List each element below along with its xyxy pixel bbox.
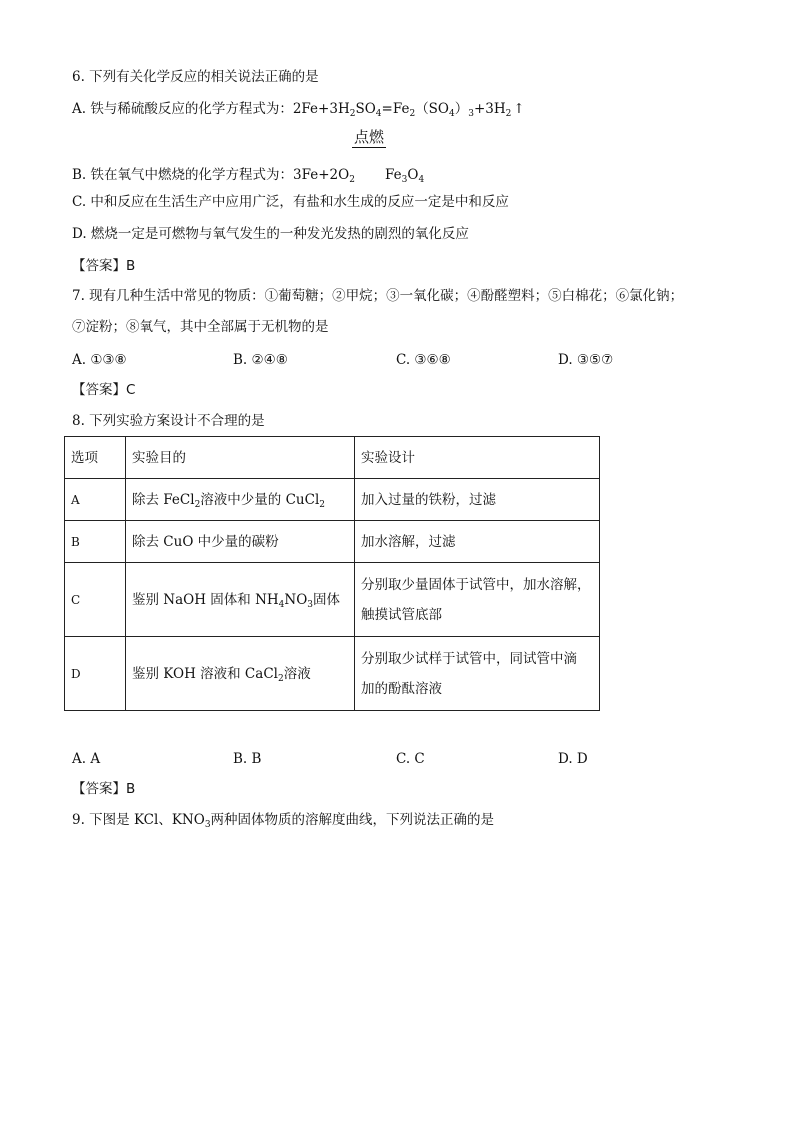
subscript: 2 [505,109,512,119]
q7-option-a: A. ①③⑧ [72,352,127,368]
row-design [355,637,600,711]
table-header-row [65,437,600,479]
q9-text: 9. 下图是 KCl、KNO [72,812,205,828]
q6-a-text: =Fe [381,101,410,117]
q7-stem-line1: 7. 现有几种生活中常见的物质：①葡萄糖；②甲烷；③一氧化碳；④酚醛塑料；⑤白棉花；⑥氯化钠； [72,288,684,304]
subscript: 3 [468,109,474,119]
q9-text: 两种固体物质的溶解度曲线，下列说法正确的是 [210,812,495,828]
subscript: 2 [349,109,356,119]
q7-option-c: C. ③⑥⑧ [396,352,451,368]
q6-b-text: Fe [385,167,402,183]
q6-b-text: B. 铁在氧气中燃烧的化学方程式为：3Fe+2O [72,167,350,183]
row-option: A [65,479,126,521]
header-goal: 实验目的 [126,437,355,479]
q6-stem: 6. 下列有关化学反应的相关说法正确的是 [72,69,319,85]
row-goal [126,563,355,637]
experiment-table [64,436,600,711]
row-option: D [65,637,126,711]
q8-option-c: C. C [396,751,425,767]
row-goal [126,637,355,711]
q6-option-d: D. 燃烧一定是可燃物与氧气发生的一种发光发热的剧烈的氧化反应 [72,226,469,242]
row-design: 加入过量的铁粉，过滤 [355,479,600,521]
design-line: 分别取少量固体于试管中，加水溶解， [361,576,591,593]
row-option: B [65,521,126,563]
goal-text: 鉴别 KOH 溶液和 CaCl [132,665,278,682]
subscript: 2 [277,673,284,684]
subscript: 3 [307,599,314,610]
q8-stem: 8. 下列实验方案设计不合理的是 [72,413,265,429]
row-option: C [65,563,126,637]
q7-answer: 【答案】C [72,382,136,398]
subscript: 2 [349,175,355,185]
q6-option-c: C. 中和反应在生活生产中应用广泛，有盐和水生成的反应一定是中和反应 [72,194,509,210]
table-row [65,479,600,521]
q6-answer: 【答案】B [72,258,136,274]
q7-option-d: D. ③⑤⑦ [558,352,614,368]
subscript: 2 [409,109,416,119]
q8-option-b: B. B [233,751,262,767]
q6-a-text: A. 铁与稀硫酸反应的化学方程式为：2Fe+3H [72,101,350,117]
row-goal: 除去 CuO 中少量的碳粉 [126,521,355,563]
row-design [355,563,600,637]
header-design: 实验设计 [355,437,600,479]
subscript: 3 [401,175,408,185]
goal-text: 鉴别 NaOH 固体和 NH [132,591,279,608]
q6-a-text: （SO [415,101,450,117]
subscript: 4 [418,175,425,185]
row-design: 加水溶解，过滤 [355,521,600,563]
goal-text: 除去 FeCl [132,491,195,508]
goal-text: 溶液中少量的 CuCl [200,491,320,508]
q6-option-a [72,100,525,118]
q8-option-a: A. A [72,751,101,767]
q6-a-text: SO [355,101,376,117]
design-line: 触摸试管底部 [361,606,442,623]
subscript: 4 [449,109,455,119]
q6-b-text: O [407,167,419,183]
goal-text: 固体 [313,591,341,608]
design-line: 加的酚酞溶液 [361,680,442,697]
q6-option-b [72,166,355,184]
goal-text: NO [284,591,308,608]
q9-stem [72,811,494,829]
q7-option-b: B. ②④⑧ [233,352,288,368]
q6-a-text: ） [454,101,469,117]
table-row [65,637,600,711]
gas-arrow-icon: ↑ [513,101,525,117]
goal-text: 溶液 [283,665,311,682]
q8-option-d: D. D [558,751,588,767]
subscript: 4 [278,599,285,610]
q7-stem-line2: ⑦淀粉；⑧氧气，其中全部属于无机物的是 [72,319,329,335]
table-row [65,521,600,563]
reaction-condition: 点燃 [354,128,385,146]
table-row [65,563,600,637]
design-line: 分别取少试样于试管中，同试管中滴 [361,650,577,667]
subscript: 3 [204,820,211,830]
header-option: 选项 [65,437,126,479]
subscript: 4 [375,109,382,119]
subscript: 2 [319,499,325,510]
row-goal [126,479,355,521]
q6-a-text: +3H [473,101,506,117]
subscript: 2 [194,499,201,510]
q8-answer: 【答案】B [72,781,136,797]
q6-b-product [385,166,424,184]
